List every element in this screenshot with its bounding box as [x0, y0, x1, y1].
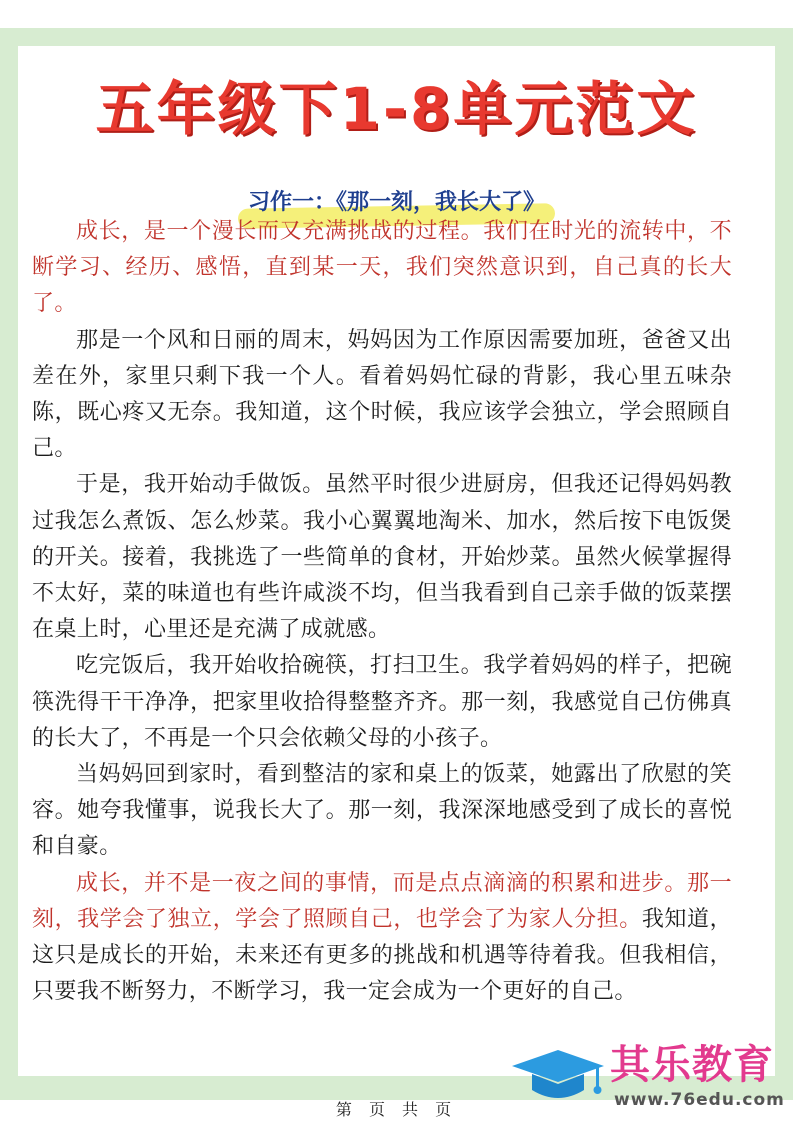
- essay-paragraph-2: 那是一个风和日丽的周末，妈妈因为工作原因需要加班，爸爸又出差在外，家里只剩下我一个人。看着妈妈忙碌的背影，我心里五味杂陈，既心疼又无奈。我知道，这个时候，我应该学会独立，学会照顾自己。: [32, 327, 732, 462]
- brand-url: www.76edu.com: [614, 1090, 785, 1110]
- essay-subtitle: [238, 186, 555, 220]
- essay-paragraph-6: [32, 866, 732, 1011]
- brand-name: 其乐教育: [610, 1042, 774, 1088]
- graduation-cap-icon: [510, 1048, 606, 1104]
- essay-paragraph-6-highlight: 成长，并不是一夜之间的事情，而是点点滴滴的积累和进步。那一刻，我学会了独立，学会了照顾自己，也学会了为家人分担。: [32, 870, 732, 932]
- essay-body: [32, 214, 732, 1010]
- essay-paragraph-1: 成长，是一个漫长而又充满挑战的过程。我们在时光的流转中，不断学习、经历、感悟，直到某一天，我们突然意识到，自己真的长大了。: [32, 219, 732, 317]
- essay-paragraph-3: 于是，我开始动手做饭。虽然平时很少进厨房，但我还记得妈妈教过我怎么煮饭、怎么炒菜。我小心翼翼地淘米、加水，然后按下电饭煲的开关。接着，我挑选了一些简单的食材，开始炒菜。虽然火候掌握得不太好，菜的味道也有些许咸淡不均，但当我看到自己亲手做的饭菜摆在桌上时，心里还是充满了成就感。: [32, 472, 732, 643]
- essay-paragraph-4: 吃完饭后，我开始收拾碗筷，打扫卫生。我学着妈妈的样子，把碗筷洗得干干净净，把家里收拾得整整齐齐。那一刻，我感觉自己仿佛真的长大了，不再是一个只会依赖父母的小孩子。: [32, 653, 732, 751]
- essay-paragraph-6-continuation: 我知道，这只是成长的开始，未来还有更多的挑战和机遇等待着我。但我相信，只要我不断努力，不断学习，我一定会成为一个更好的自己。: [32, 906, 732, 1005]
- essay-subtitle-text: 习作一：《那一刻，我长大了》: [247, 190, 545, 215]
- essay-paragraph-5: 当妈妈回到家时，看到整洁的家和桌上的饭菜，她露出了欣慰的笑容。她夸我懂事，说我长大了。那一刻，我深深地感受到了成长的喜悦和自豪。: [32, 762, 732, 860]
- page-title: 五年级下1-8单元范文: [95, 75, 698, 143]
- page-footer: 第 页 共 页: [335, 1100, 458, 1119]
